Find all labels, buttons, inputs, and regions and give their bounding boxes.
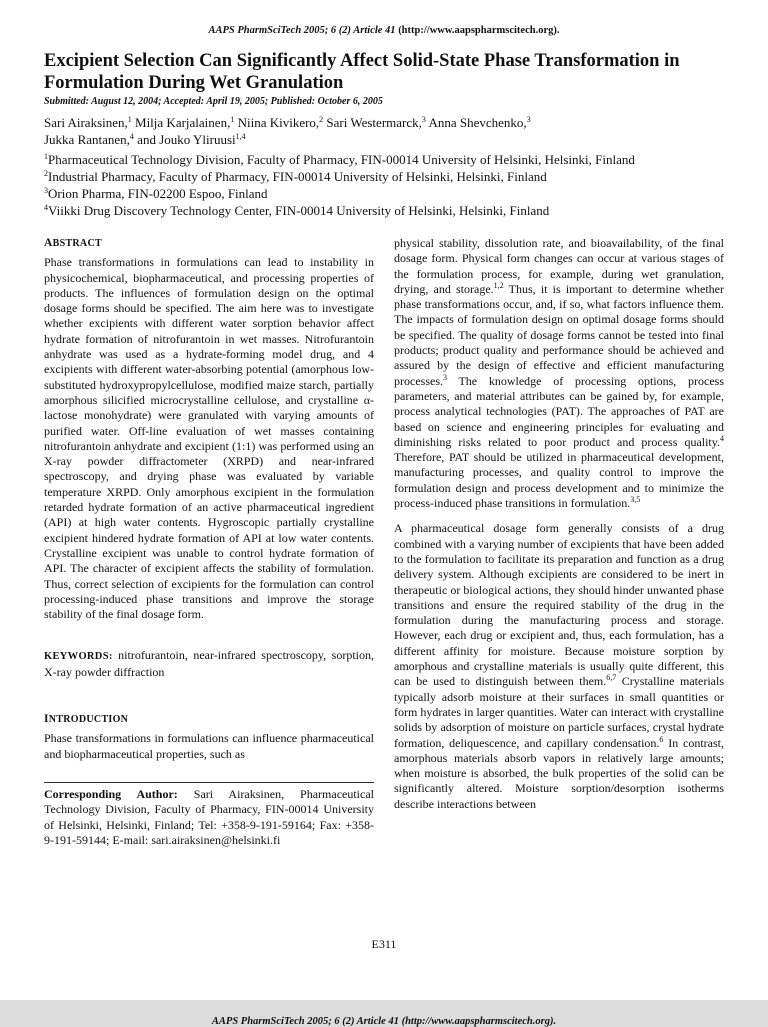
- affiliation: $^4$Viikki Drug Discovery Technology Center, FIN-00014 University of Helsinki, Helsinki, Finland: [44, 203, 550, 218]
- body-paragraph: A pharmaceutical dosage form generally consists of a drug combined with a varying number of excipients that have been added to the formulation to facilitate its preparation and function as a drug delivery system. Although excipients are considered to be inert in therapeutic or biological actions, they should hinder unwanted phase transitions and ensure the required stability of the drug in the formulation during the manufacturing process and storage. However, each drug or excipient and, thus, each formulation, has a different affinity for moisture. Because moisture sorption by amorphous and crystalline materials is usually quite different, this can be used to distinguish between them.$^{6,7}$ Crystalline materials typically adsorb moisture at their surfaces in small quantities or form hydrates in larger quantities. Water can interact with crystalline solids by adsorption of moisture on particle surfaces, crystal hydrate formation, deliquescence, and capillary condensation.$^6$ In contrast, amorphous materials absorb vapors in relatively large amounts; when moisture is absorbed, the bulk properties of the solid can be significantly altered. Moisture sorption/desorption isotherms describe interactions between: [394, 521, 724, 811]
- keywords-label: KEYWORDS:: [44, 651, 113, 663]
- citation-ref: 6: [659, 734, 664, 744]
- author-list: [44, 115, 728, 148]
- citation-ref: 6,7: [606, 673, 617, 683]
- footnote-divider: [44, 782, 374, 783]
- author: and Jouko Yliruusi$^{1,4}$: [137, 131, 246, 147]
- journal-details: 2005; 6 (2) Article 41: [303, 25, 396, 36]
- citation-ref: 3: [442, 372, 447, 382]
- author: Milja Karjalainen,$^1$: [135, 115, 235, 130]
- right-column: [394, 236, 724, 822]
- corresponding-author-label: Corresponding Author:: [44, 786, 178, 801]
- author: Sari Westermarck,$^3$: [326, 115, 426, 130]
- corresponding-author: [44, 787, 374, 848]
- body-paragraph: physical stability, dissolution rate, and bioavailability, of the final dosage form. Physical form changes can occur at various stages of the formulation process, for example, during wet granulation, drying, and storage.$^{1,2}$ Thus, it is important to determine whether phase transformations occur, and, if so, what factors influence them. The impacts of formulation design on optimal dosage forms should be specified. The quality of dosage forms cannot be tested into final products; product quality and performance should be achieved and assured by the design of effective and efficient manufacturing processes.$^3$ The knowledge of processing options, process parameters, and material attributes can be gained by, for example, process analytical technologies (PAT). The approaches of PAT are based on science and engineering principles for evaluating and diminishing risks related to poor product and process quality.$^4$ Therefore, PAT should be utilized in pharmaceutical development, manufacturing processes, and quality control to improve the formulation design and process development and to minimize the process-induced phase transitions in formulation.$^{3,5}$: [394, 236, 724, 511]
- introduction-heading: INTRODUCTION: [44, 713, 129, 726]
- keywords-text: nitrofurantoin, near-infrared spectroscopy, sorption, X-ray powder diffraction: [44, 648, 375, 679]
- citation-ref: 3,5: [630, 495, 641, 505]
- author: Sari Airaksinen,$^1$: [44, 115, 132, 130]
- page-number: E311: [371, 937, 397, 951]
- affiliation: $^1$Pharmaceutical Technology Division, Faculty of Pharmacy, FIN-00014 University of Helsinki, Helsinki, Finland: [44, 152, 635, 167]
- journal-header: [0, 25, 768, 36]
- affiliation: $^2$Industrial Pharmacy, Faculty of Pharmacy, FIN-00014 University of Helsinki, Helsinki, Finland: [44, 169, 547, 184]
- author: Niina Kivikero,$^2$: [237, 115, 324, 130]
- next-page-header: AAPS PharmSciTech 2005; 6 (2) Article 41 (http://www.aapspharmscitech.org).: [211, 1016, 557, 1027]
- abstract-text: Phase transformations in formulations can lead to instability in physicochemical, biopharmaceutical, and processing properties of products. The influences of formulation design on the optimal dosage forms should be specified. The aim here was to investigate whether excipients with different water sorption behavior affect hydrate formation of nitrofurantoin in wet masses. Nitrofurantoin anhydrate was used as a hydrate-forming model drug, and 4 excipients with different water-absorbing potential (amorphous low-substituted hydroxypropylcellulose, modified maize starch, partially amorphous silicified microcrystalline cellulose, and crystalline α-lactose monohydrate) were granulated with varying amounts of purified water. Off-line evaluation of wet masses containing nitrofurantoin anhydrate and excipient (1:1) was performed using an X-ray powder diffractometer (XRPD) and near-infrared spectroscopy, and drying phase was evaluated by variable temperature XRPD. Only amorphous excipient in the formulation retarded hydrate formation of an active pharmaceutical ingredient (API) at high water contents. Hygroscopic partially crystalline excipient hindered hydrate formation of API at low water contents. Crystalline excipient was unable to control hydrate formation of API. The character of excipient affects the stability of formulation. Thus, correct selection of excipients for the formulation can control processing-induced phase transitions and improve the storage stability of the final dosage form.: [44, 255, 374, 622]
- journal-name: AAPS PharmSciTech: [208, 25, 302, 36]
- publication-dates: Submitted: August 12, 2004; Accepted: April 19, 2005; Published: October 6, 2005: [44, 96, 383, 107]
- abstract-heading: ABSTRACT: [44, 237, 102, 249]
- citation-ref: 1,2: [493, 280, 504, 290]
- author: Anna Shevchenko,$^3$: [428, 115, 531, 130]
- left-column: [44, 236, 374, 858]
- introduction-text: Phase transformations in formulations can influence pharmaceutical and biopharmaceutical properties, such as: [44, 731, 374, 761]
- corresponding-author-details: Sari Airaksinen, Pharmaceutical Technology Division, Faculty of Pharmacy, FIN-00014 University of Helsinki, Helsinki, Finland; Tel: +358-9-191-59164; Fax: +358-9-191-59144; E-mail: sari.airaksinen@helsinki.fi: [44, 786, 375, 847]
- paper-title: Excipient Selection Can Significantly Affect Solid-State Phase Transformation in Formulation During Wet Granulation: [44, 51, 680, 93]
- keywords: [44, 648, 374, 680]
- journal-url: (http://www.aapspharmscitech.org).: [398, 25, 560, 36]
- affiliation: $^3$Orion Pharma, FIN-02200 Espoo, Finland: [44, 186, 268, 201]
- author: Jukka Rantanen,$^4$: [44, 131, 134, 147]
- citation-ref: 4: [720, 433, 724, 443]
